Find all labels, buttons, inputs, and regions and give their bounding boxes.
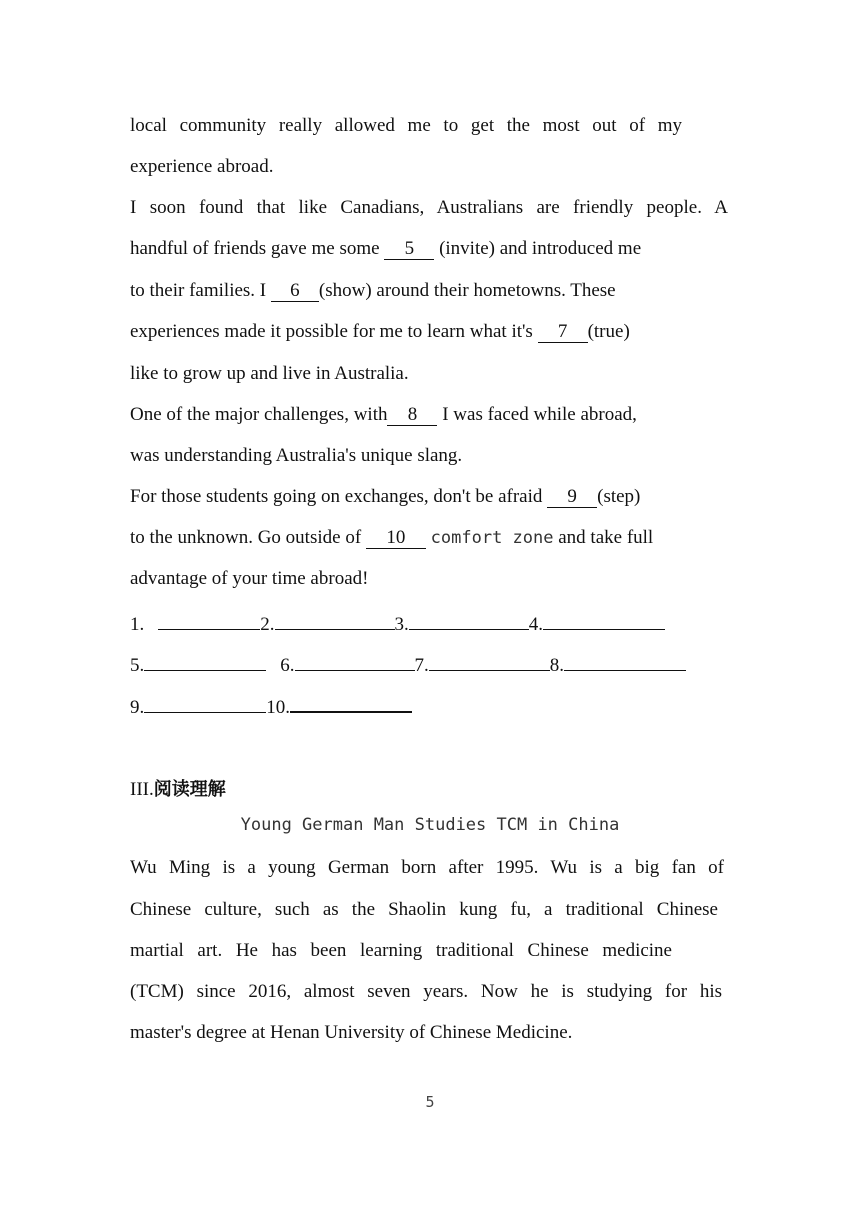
answer-row-1 <box>130 609 730 637</box>
answer-number: 6. <box>280 655 295 676</box>
text: I soon found that like Canadians, Australians are friendly people. A <box>130 197 728 218</box>
text: advantage of your time abroad! <box>130 568 369 589</box>
answer-number: 4. <box>528 614 543 635</box>
passage-line-8 <box>130 403 730 427</box>
passage-line-9 <box>130 444 730 468</box>
answer-number: 1. <box>130 614 145 635</box>
passage-line-6 <box>130 320 730 344</box>
text: was understanding Australia's unique slang. <box>130 445 463 466</box>
passage-line-3 <box>130 196 728 220</box>
text: (true) <box>587 321 630 342</box>
blank-10[interactable]: 10 <box>366 528 426 549</box>
passage-line-12 <box>130 567 730 591</box>
passage-line-2 <box>130 155 730 179</box>
text: For those students going on exchanges, don't be afraid <box>130 486 543 507</box>
blank-8[interactable]: 8 <box>387 405 437 426</box>
text: One of the major challenges, with <box>130 404 388 425</box>
text: handful of friends gave me some <box>130 238 380 259</box>
answer-number: 3. <box>394 614 409 635</box>
answer-field-1[interactable] <box>158 609 260 630</box>
text: comfort zone <box>430 528 554 548</box>
passage2-line-3 <box>130 939 672 963</box>
answer-number: 2. <box>260 614 275 635</box>
passage-line-4 <box>130 237 730 261</box>
answer-number: 5. <box>130 655 145 676</box>
text: like to grow up and live in Australia. <box>130 363 409 384</box>
section-label: 阅读理解 <box>153 779 226 800</box>
answer-row-3 <box>130 691 730 720</box>
answer-number: 7. <box>414 655 429 676</box>
blank-7[interactable]: 7 <box>538 322 588 343</box>
text: (invite) and introduced me <box>439 238 642 259</box>
answer-number: 9. <box>130 697 145 718</box>
answer-field-6[interactable] <box>295 650 415 671</box>
blank-9[interactable]: 9 <box>547 487 597 508</box>
answer-field-3[interactable] <box>409 609 529 630</box>
text: and take full <box>558 527 654 548</box>
text: Chinese culture, such as the Shaolin kung fu, a traditional Chinese <box>130 899 718 920</box>
blank-5[interactable]: 5 <box>384 239 434 260</box>
answer-field-10[interactable] <box>290 691 412 713</box>
passage2-line-1 <box>130 856 724 880</box>
passage-line-11 <box>130 526 730 550</box>
page-number: 5 <box>425 1093 435 1111</box>
section-number: III. <box>130 779 154 800</box>
passage-line-7 <box>130 362 730 386</box>
passage-line-1 <box>130 114 682 138</box>
text: Wu Ming is a young German born after 1995. Wu is a big fan of <box>130 857 724 878</box>
text: (step) <box>597 486 641 507</box>
text: martial art. He has been learning traditional Chinese medicine <box>130 940 672 961</box>
blank-6[interactable]: 6 <box>271 281 319 302</box>
section-heading <box>130 775 226 801</box>
passage-title: Young German Man Studies TCM in China <box>240 815 620 835</box>
answer-field-2[interactable] <box>275 609 395 630</box>
passage2-line-5 <box>130 1021 730 1045</box>
answer-field-7[interactable] <box>429 650 550 671</box>
answer-field-4[interactable] <box>543 609 665 630</box>
passage-line-10 <box>130 485 730 509</box>
text: to the unknown. Go outside of <box>130 527 362 548</box>
text: experience abroad. <box>130 156 274 177</box>
text: (TCM) since 2016, almost seven years. Now he is studying for his <box>130 981 722 1002</box>
passage2-line-4 <box>130 980 722 1004</box>
answer-number: 8. <box>549 655 564 676</box>
text: to their families. I <box>130 280 267 301</box>
text: local community really allowed me to get the most out of my <box>130 115 682 136</box>
passage2-line-2 <box>130 898 718 922</box>
text: I was faced while abroad, <box>442 404 637 425</box>
answer-field-8[interactable] <box>564 650 686 671</box>
answer-row-2 <box>130 650 730 678</box>
text: experiences made it possible for me to learn what it's <box>130 321 533 342</box>
passage-line-5 <box>130 279 730 303</box>
answer-number: 10. <box>266 697 290 718</box>
text: master's degree at Henan University of Chinese Medicine. <box>130 1022 573 1043</box>
answer-field-5[interactable] <box>144 650 266 671</box>
answer-field-9[interactable] <box>144 692 266 713</box>
text: (show) around their hometowns. These <box>318 280 616 301</box>
